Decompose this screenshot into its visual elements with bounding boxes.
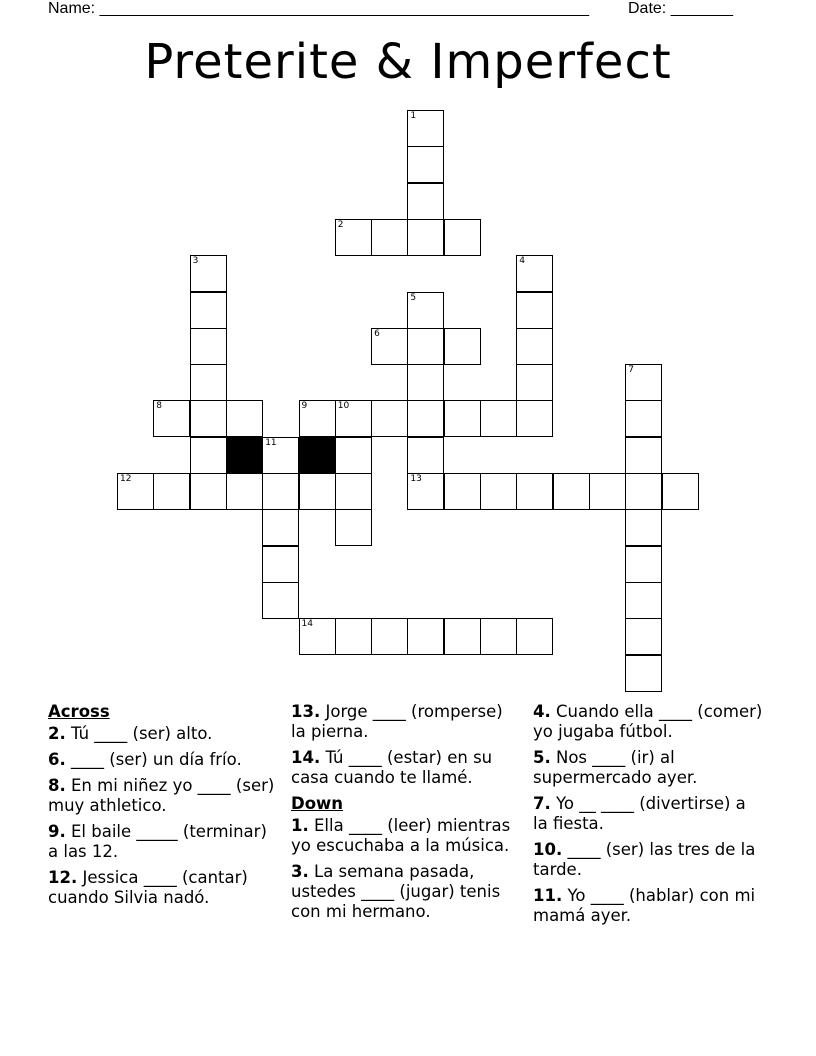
clue-number: 4 [519, 256, 526, 267]
clue-item [291, 816, 521, 856]
crossword-cell[interactable] [625, 364, 662, 401]
clue-number-label: 11. [533, 886, 563, 905]
crossword-cell[interactable] [335, 400, 372, 437]
clue-number-label: 4. [533, 702, 551, 721]
crossword-cell[interactable] [262, 546, 299, 583]
crossword-cell[interactable] [371, 328, 408, 365]
clue-item [48, 868, 278, 908]
crossword-cell[interactable] [444, 400, 481, 437]
crossword-cell[interactable] [625, 582, 662, 619]
clue-text: Nos ____ (ir) al supermercado ayer. [533, 748, 698, 787]
crossword-cell[interactable] [516, 255, 553, 292]
clue-text: Ella ____ (leer) mientras yo escuchaba a la música. [291, 816, 511, 855]
crossword-cell[interactable] [444, 219, 481, 256]
crossword-cell[interactable] [625, 473, 662, 510]
crossword-cell[interactable] [407, 400, 444, 437]
crossword-cell[interactable] [226, 473, 263, 510]
clue-item [533, 794, 763, 834]
crossword-cell[interactable] [371, 219, 408, 256]
crossword-cell[interactable] [190, 328, 227, 365]
clue-item [291, 748, 521, 788]
crossword-cell[interactable] [516, 292, 553, 329]
crossword-cell[interactable] [625, 509, 662, 546]
crossword-cell[interactable] [516, 473, 553, 510]
crossword-cell[interactable] [190, 473, 227, 510]
crossword-cell[interactable] [262, 473, 299, 510]
crossword-cell[interactable] [407, 364, 444, 401]
crossword-cell[interactable] [153, 473, 190, 510]
clue-item [533, 840, 763, 880]
crossword-cell[interactable] [407, 146, 444, 183]
clue-item [48, 750, 278, 770]
crossword-cell[interactable] [153, 400, 190, 437]
clue-number-label: 8. [48, 776, 66, 795]
crossword-cell[interactable] [516, 400, 553, 437]
crossword-cell[interactable] [516, 618, 553, 655]
clue-text: Cuando ella ____ (comer) yo jugaba fútbol. [533, 702, 763, 741]
crossword-cell[interactable] [371, 400, 408, 437]
clue-number-label: 12. [48, 868, 78, 887]
clue-number-label: 14. [291, 748, 321, 767]
clue-number: 9 [301, 401, 308, 412]
crossword-cell[interactable] [262, 582, 299, 619]
clue-number-label: 13. [291, 702, 321, 721]
clue-number: 14 [301, 619, 313, 630]
crossword-cell[interactable] [190, 292, 227, 329]
clue-text: Jessica ____ (cantar) cuando Silvia nadó. [48, 868, 248, 907]
clue-item [48, 822, 278, 862]
page-title: Preterite & Imperfect [144, 34, 672, 90]
crossword-cell[interactable] [625, 618, 662, 655]
crossword-cell[interactable] [190, 255, 227, 292]
crossword-cell[interactable] [480, 618, 517, 655]
crossword-cell[interactable] [407, 437, 444, 474]
crossword-cell[interactable] [625, 655, 662, 692]
clues-column-3 [533, 702, 763, 932]
crossword-cell[interactable] [444, 328, 481, 365]
clue-number-label: 3. [291, 862, 309, 881]
clue-number-label: 2. [48, 724, 66, 743]
clue-item [48, 724, 278, 744]
clue-number: 7 [628, 365, 634, 376]
crossword-cell[interactable] [299, 618, 336, 655]
clue-number: 1 [410, 111, 417, 121]
date-field-label: Date: _______ [628, 0, 733, 17]
crossword-cell[interactable] [335, 618, 372, 655]
clue-number-label: 5. [533, 748, 551, 767]
clue-number: 6 [374, 328, 380, 339]
clue-text: La semana pasada, ustedes ____ (jugar) tenis con mi hermano. [291, 862, 501, 921]
clue-text: Yo __ ____ (divertirse) a la fiesta. [533, 794, 746, 833]
clue-item [533, 886, 763, 926]
crossword-cell[interactable] [444, 473, 481, 510]
clue-number-label: 10. [533, 840, 563, 859]
crossword-cell[interactable] [625, 437, 662, 474]
crossword-cell[interactable] [190, 364, 227, 401]
crossword-cell[interactable] [407, 328, 444, 365]
crossword-cell[interactable] [299, 400, 336, 437]
clue-number-label: 7. [533, 794, 551, 813]
black-square [226, 437, 263, 474]
crossword-cell[interactable] [262, 509, 299, 546]
clue-text: Tú ____ (estar) en su casa cuando te llamé. [291, 748, 493, 787]
crossword-cell[interactable] [371, 618, 408, 655]
crossword-cell[interactable] [407, 110, 444, 147]
clue-number: 2 [337, 219, 344, 230]
crossword-cell[interactable] [625, 546, 662, 583]
clue-number: 5 [410, 292, 417, 303]
clue-number: 13 [410, 474, 422, 484]
name-field-label: Name: _______________________________________________________ [48, 0, 589, 17]
clue-item [291, 862, 521, 922]
clue-number: 8 [156, 401, 163, 412]
crossword-cell[interactable] [226, 400, 263, 437]
crossword-cell[interactable] [262, 437, 299, 474]
crossword-cell[interactable] [407, 219, 444, 256]
clue-number-label: 6. [48, 750, 66, 769]
clue-text: En mi niñez yo ____ (ser) muy athletico. [48, 776, 275, 815]
clues-column-2 [291, 702, 521, 928]
crossword-cell[interactable] [516, 328, 553, 365]
clue-item [291, 702, 521, 742]
clue-text: ____ (ser) un día frío. [65, 750, 242, 769]
clue-number: 10 [337, 401, 350, 412]
clue-number: 3 [192, 256, 199, 267]
clue-number: 11 [265, 437, 277, 448]
crossword-cell[interactable] [407, 183, 444, 220]
crossword-cell[interactable] [335, 509, 372, 546]
crossword-cell[interactable] [335, 473, 372, 510]
crossword-cell[interactable] [480, 473, 517, 510]
crossword-cell[interactable] [335, 437, 372, 474]
clue-item [48, 776, 278, 816]
clue-number: 12 [120, 474, 132, 484]
down-heading: Down [291, 794, 344, 813]
clue-text: Tú ____ (ser) alto. [65, 724, 213, 743]
clue-number-label: 9. [48, 822, 66, 841]
clue-item [533, 702, 763, 742]
black-square [299, 437, 336, 474]
crossword-cell[interactable] [407, 292, 444, 329]
clues-column-1 [48, 702, 278, 914]
clue-text: Yo ____ (hablar) con mi mamá ayer. [533, 886, 756, 925]
crossword-cell[interactable] [444, 618, 481, 655]
crossword-cell[interactable] [516, 364, 553, 401]
crossword-cell[interactable] [299, 473, 336, 510]
across-heading: Across [48, 702, 110, 721]
crossword-cell[interactable] [407, 473, 444, 510]
crossword-cell[interactable] [190, 400, 227, 437]
crossword-cell[interactable] [117, 473, 154, 510]
clue-text: Jorge ____ (romperse) la pierna. [291, 702, 503, 741]
clue-number-label: 1. [291, 816, 309, 835]
clue-text: ____ (ser) las tres de la tarde. [533, 840, 756, 879]
crossword-cell[interactable] [190, 437, 227, 474]
crossword-cell[interactable] [589, 473, 626, 510]
crossword-cell[interactable] [335, 219, 372, 256]
clue-text: El baile _____ (terminar) a las 12. [48, 822, 267, 861]
crossword-cell[interactable] [480, 400, 517, 437]
crossword-cell[interactable] [553, 473, 590, 510]
crossword-cell[interactable] [625, 400, 662, 437]
crossword-cell[interactable] [407, 618, 444, 655]
crossword-cell[interactable] [662, 473, 699, 510]
clue-item [533, 748, 763, 788]
